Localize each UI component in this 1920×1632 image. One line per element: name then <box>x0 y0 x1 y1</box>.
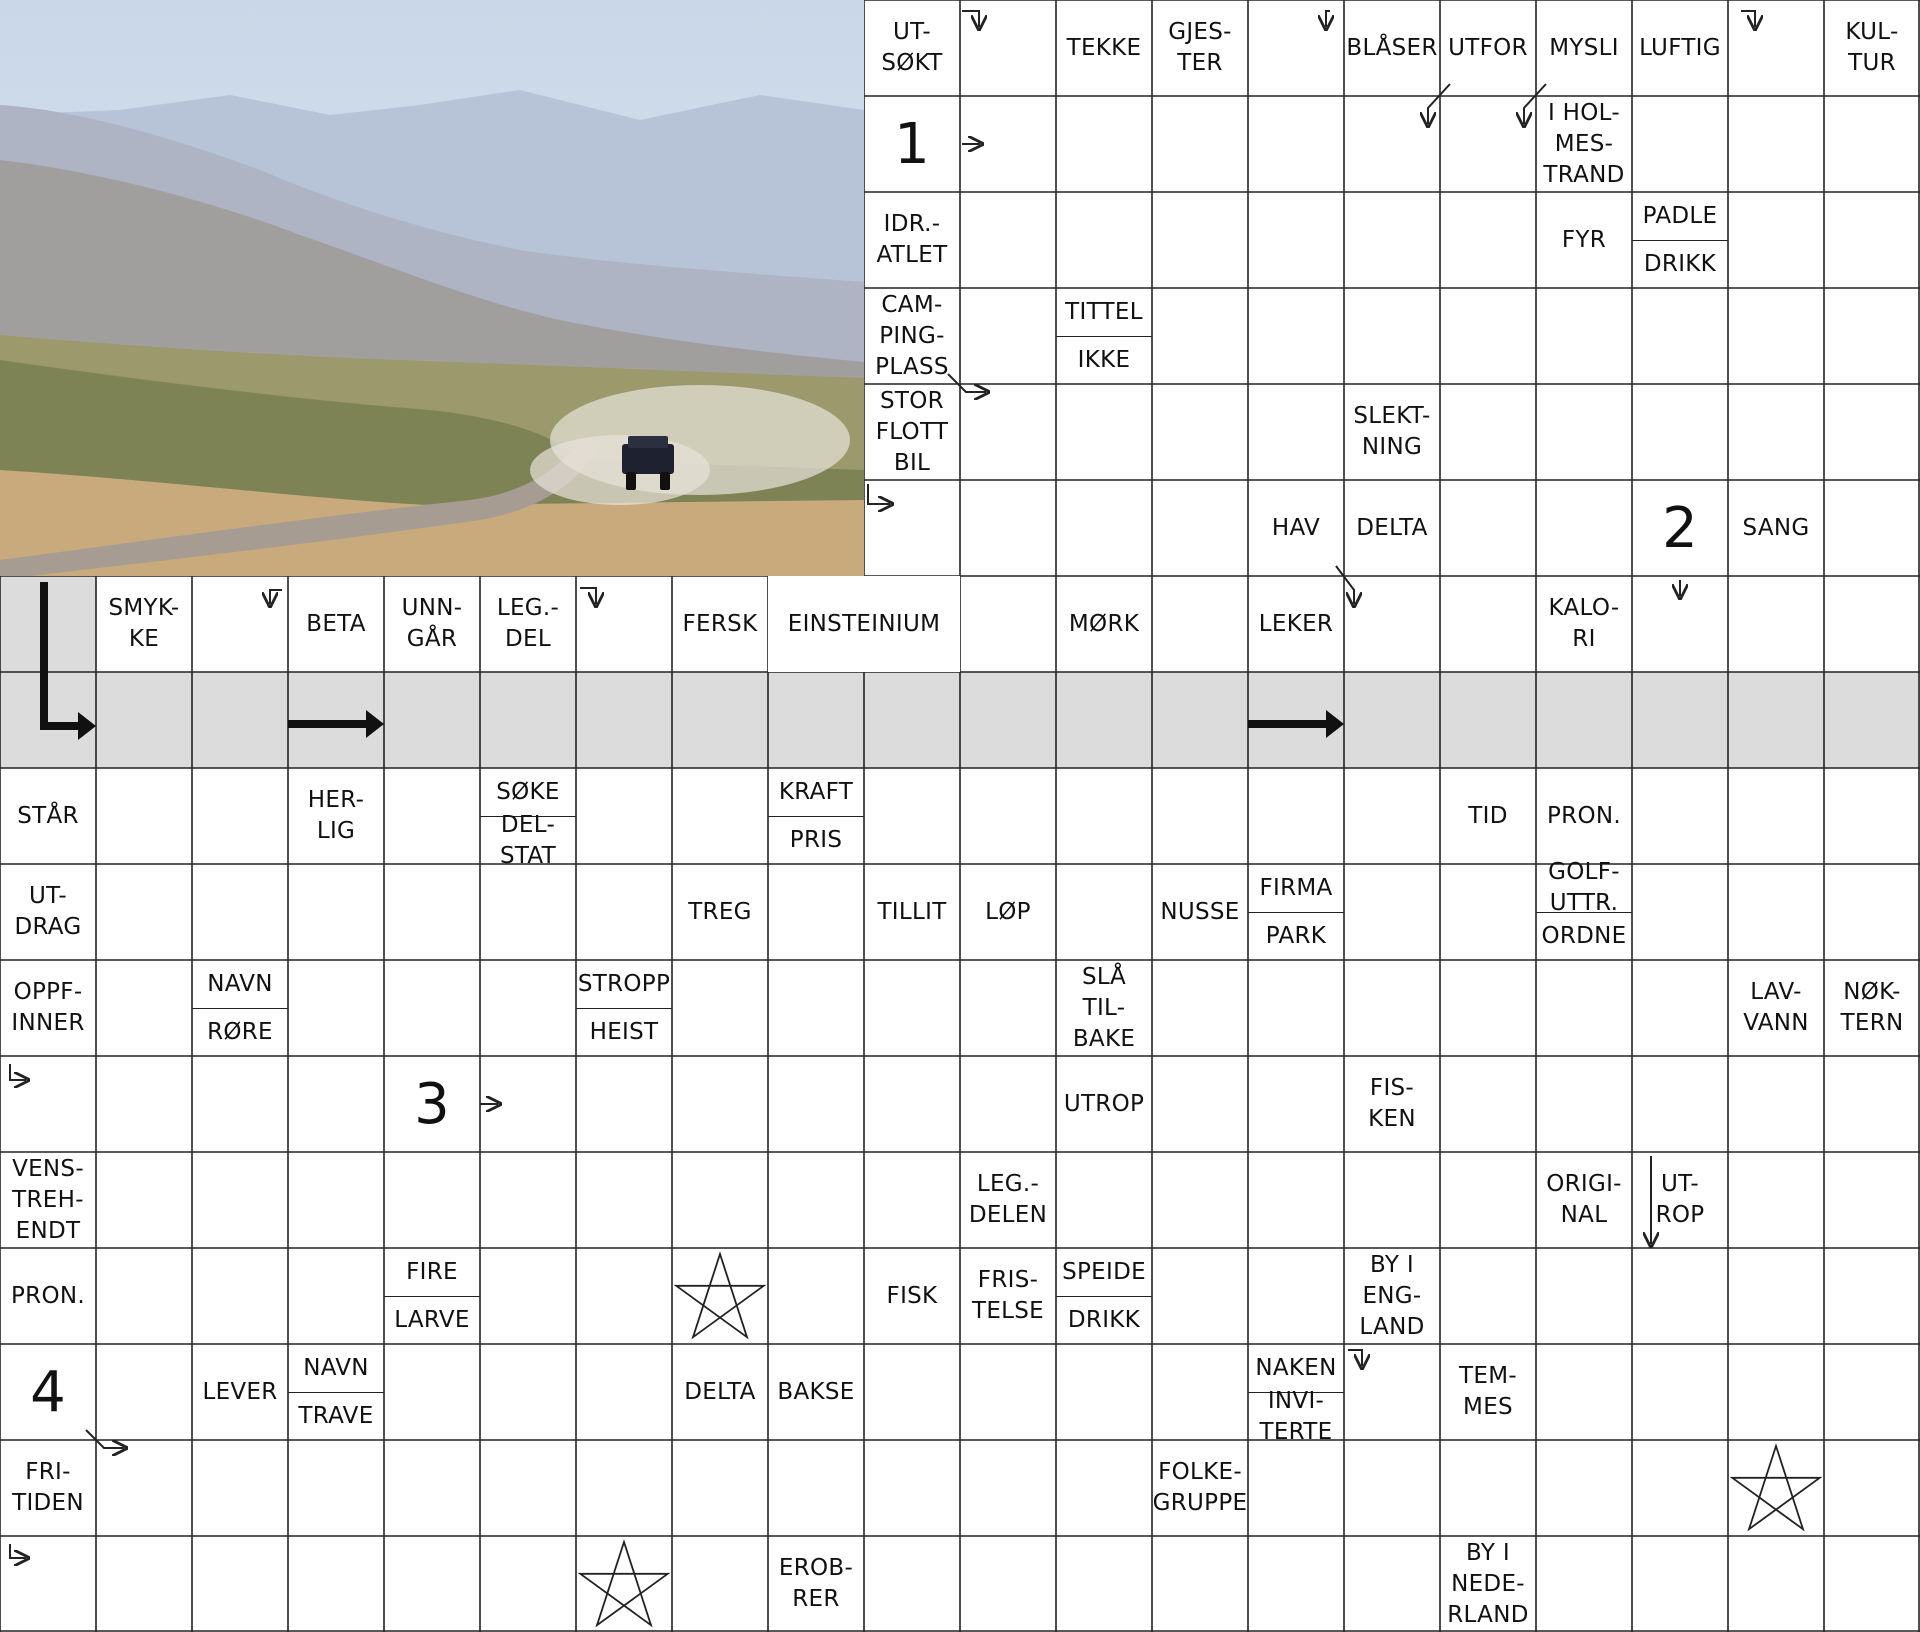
arrow-icon <box>1741 11 1755 27</box>
clue-9-13-bottom: PARK <box>1248 912 1344 960</box>
clue-13-9: FISK <box>886 1282 938 1309</box>
clue-14-13-bottom: INVI- TERTE <box>1248 1392 1344 1440</box>
clue-5-18: SANG <box>1742 514 1810 541</box>
clue-2-17-bottom: DRIKK <box>1632 240 1728 288</box>
puzzle-number-3: 3 <box>414 1071 450 1137</box>
star-icon <box>1732 1446 1819 1529</box>
clue-15-0: FRI- TIDEN <box>12 1459 84 1516</box>
desert-road-jeep-photo <box>0 0 864 576</box>
arrow-icon <box>868 484 890 504</box>
clue-6-13: LEKER <box>1258 610 1334 637</box>
clue-10-6-top: STROPP <box>577 970 671 997</box>
clue-9-16-top: GOLF- UTTR. <box>1548 859 1620 916</box>
clue-14-15: TEM- MES <box>1459 1363 1517 1420</box>
clue-12-10: LEG.- DELEN <box>968 1171 1048 1228</box>
clue-14-7: DELTA <box>684 1378 756 1405</box>
clue-6-1: SMYK- KE <box>108 595 180 652</box>
clue-12-17: UT- ROP <box>1655 1171 1705 1228</box>
clue-6-8: EINSTEINIUM <box>768 576 960 672</box>
clue-0-12: GJES- TER <box>1168 19 1232 76</box>
clue-9-9: TILLIT <box>877 898 947 925</box>
clue-11-11: UTROP <box>1063 1090 1145 1117</box>
arrow-icon <box>962 11 979 27</box>
clue-10-11: SLÅ TIL- BAKE <box>1072 963 1136 1052</box>
clue-8-0: STÅR <box>17 802 79 829</box>
clue-9-12: NUSSE <box>1160 898 1240 925</box>
arrow-icon <box>1348 1350 1362 1366</box>
clue-8-5-top: SØKE <box>496 778 560 805</box>
clue-3-9: CAM- PING- PLASS <box>875 291 949 380</box>
clue-14-3-bottom: TRAVE <box>288 1392 384 1440</box>
puzzle-number-4: 4 <box>30 1359 66 1425</box>
clue-9-13-top: FIRMA <box>1259 874 1333 901</box>
clue-10-0: OPPF- INNER <box>11 979 85 1036</box>
clue-0-14: BLÅSER <box>1346 34 1438 61</box>
clue-6-3: BETA <box>306 610 366 637</box>
clue-0-17: LUFTIG <box>1639 34 1721 61</box>
clue-6-11: MØRK <box>1068 610 1140 637</box>
clue-4-9: STOR FLOTT BIL <box>875 387 949 476</box>
clue-0-16: MYSLI <box>1549 34 1619 61</box>
arrow-icon <box>580 588 596 604</box>
clue-13-14: BY I ENG- LAND <box>1359 1251 1425 1340</box>
clue-13-10: FRIS- TELSE <box>971 1267 1045 1324</box>
clue-0-19: KUL- TUR <box>1845 19 1899 76</box>
clue-8-15: TID <box>1468 802 1508 829</box>
clue-3-11-bottom: IKKE <box>1056 336 1152 384</box>
clue-2-9: IDR.- ATLET <box>876 211 948 268</box>
clue-13-11-top: SPEIDE <box>1062 1258 1146 1285</box>
clue-9-16-bottom: ORDNE <box>1536 912 1632 960</box>
clue-0-15: UTFOR <box>1448 34 1528 61</box>
clue-13-4-bottom: LARVE <box>384 1296 480 1344</box>
arrow-icon <box>1326 11 1330 27</box>
clue-8-8-bottom: PRIS <box>768 816 864 864</box>
clue-13-11-bottom: DRIKK <box>1056 1296 1152 1344</box>
clue-11-14: FIS- KEN <box>1368 1075 1416 1132</box>
clue-10-2-top: NAVN <box>207 970 273 997</box>
clue-5-14: DELTA <box>1356 514 1428 541</box>
clue-9-0: UT- DRAG <box>14 883 82 940</box>
clue-10-2-bottom: RØRE <box>192 1008 288 1056</box>
clue-6-4: UNN- GÅR <box>401 595 463 652</box>
clue-12-0: VENS- TREH- ENDT <box>12 1155 84 1244</box>
clue-8-3: HER- LIG <box>307 787 365 844</box>
arrow-icon <box>10 1544 26 1558</box>
clue-13-0: PRON. <box>11 1282 85 1309</box>
clue-0-9: UT- SØKT <box>881 19 943 76</box>
clue-3-11-top: TITTEL <box>1065 298 1143 325</box>
clue-14-13-top: NAKEN <box>1255 1354 1337 1381</box>
clue-8-8-top: KRAFT <box>778 778 854 805</box>
clue-6-7: FERSK <box>682 610 758 637</box>
clue-14-8: BAKSE <box>777 1378 855 1405</box>
clue-14-3-top: NAVN <box>303 1354 369 1381</box>
clue-2-16: FYR <box>1561 226 1607 253</box>
clue-1-16: I HOL- MES- TRAND <box>1543 99 1625 188</box>
clue-10-18: LAV- VANN <box>1743 979 1809 1036</box>
clue-10-6-bottom: HEIST <box>576 1008 672 1056</box>
clue-5-13: HAV <box>1271 514 1321 541</box>
clue-12-16: ORIGI- NAL <box>1546 1171 1622 1228</box>
clue-13-4-top: FIRE <box>406 1258 458 1285</box>
clue-2-17-top: PADLE <box>1642 202 1718 229</box>
star-icon <box>580 1542 667 1625</box>
clue-6-5: LEG.- DEL <box>496 595 560 652</box>
puzzle-number-2: 2 <box>1662 495 1698 561</box>
puzzle-number-1: 1 <box>894 111 930 177</box>
clue-4-14: SLEKT- NING <box>1353 403 1431 460</box>
clue-9-7: TREG <box>688 898 752 925</box>
star-icon <box>676 1254 763 1337</box>
clue-16-8: EROB- RER <box>778 1555 854 1612</box>
arrow-icon <box>10 1064 26 1080</box>
clue-14-2: LEVER <box>202 1378 278 1405</box>
clue-6-16: KALO- RI <box>1548 595 1620 652</box>
clue-9-10: LØP <box>985 898 1031 925</box>
arrow-icon <box>270 590 282 604</box>
clue-8-16: PRON. <box>1547 802 1621 829</box>
clue-15-12: FOLKE- GRUPPE <box>1152 1459 1248 1516</box>
clue-0-11: TEKKE <box>1066 34 1142 61</box>
clue-8-5-bottom: DEL- STAT <box>480 816 576 864</box>
clue-10-19: NØK- TERN <box>1840 979 1904 1036</box>
clue-16-15: BY I NEDE- RLAND <box>1447 1539 1529 1628</box>
